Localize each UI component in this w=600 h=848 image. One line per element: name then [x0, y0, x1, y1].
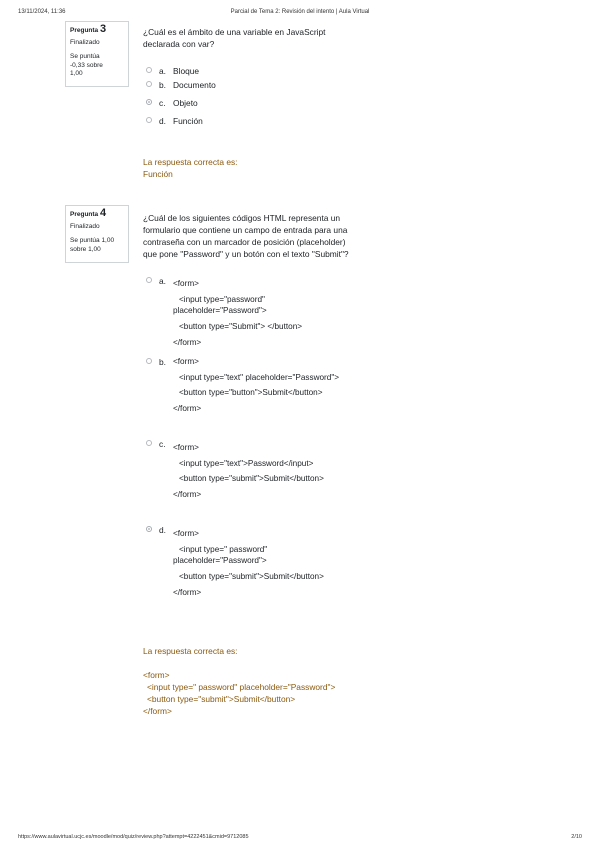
question-grade	[70, 53, 124, 79]
grade-line: -0,33 sobre	[70, 61, 103, 69]
feedback-code-line: </form>	[143, 706, 172, 716]
option-letter: b.	[159, 80, 166, 90]
option-code-line: <input type=" password"	[179, 545, 268, 554]
question-4-info	[65, 205, 129, 263]
radio-icon[interactable]	[146, 277, 152, 283]
grade-line: 1,00	[70, 70, 83, 77]
feedback-code-line: <form>	[143, 670, 170, 680]
print-page-title: Parcial de Tema 2: Revisión del intento | Aula Virtual	[230, 9, 370, 15]
option-code-line: <form>	[173, 443, 199, 452]
feedback-code-line: <button type="submit">Submit</button>	[147, 694, 296, 704]
option-code-line: <button type="submit">Submit</button>	[179, 572, 324, 581]
question-3-text	[143, 26, 358, 50]
q3-feedback-answer: Función	[143, 169, 173, 179]
question-text-line: ¿Cuál de los siguientes códigos HTML representa un	[143, 213, 341, 223]
question-text-line: ¿Cuál es el ámbito de una variable en JavaScript	[143, 27, 326, 37]
radio-icon[interactable]	[146, 440, 152, 446]
option-code-line: </form>	[173, 404, 202, 413]
question-number-value: 3	[99, 23, 107, 35]
option-code-line: placeholder="Password">	[173, 556, 267, 565]
q3-feedback-label: La respuesta correcta es:	[143, 157, 238, 167]
print-datetime: 13/11/2024, 11:36	[18, 9, 66, 15]
question-grade	[70, 237, 124, 254]
option-code-line: <button type="Submit"> </button>	[179, 322, 303, 331]
question-text-line: declarada con var?	[143, 39, 215, 49]
option-letter: d.	[159, 116, 166, 126]
question-text-line: formulario que contiene un campo de entrada para una	[143, 225, 348, 235]
question-state: Finalizado	[70, 38, 100, 46]
question-number	[70, 25, 124, 36]
option-text: Objeto	[173, 98, 198, 108]
option-code-line: <form>	[173, 357, 199, 366]
radio-selected-icon[interactable]	[146, 99, 152, 105]
radio-icon[interactable]	[146, 81, 152, 87]
option-code-line: </form>	[173, 338, 202, 347]
option-letter: a.	[159, 66, 166, 76]
option-code-line: <input type="text" placeholder="Password">	[179, 373, 340, 382]
question-3-info	[65, 21, 129, 87]
question-text-line: que pone "Password" y un botón con el texto "Submit"?	[143, 249, 349, 259]
option-code-line: <button type="submit">Submit</button>	[179, 474, 324, 483]
option-code-line: placeholder="Password">	[173, 306, 267, 315]
radio-selected-icon[interactable]	[146, 526, 152, 532]
grade-line: sobre 1,00	[70, 245, 101, 253]
q4-feedback-label: La respuesta correcta es:	[143, 646, 238, 656]
question-number-value: 4	[99, 207, 107, 219]
option-letter: c.	[159, 98, 166, 108]
option-code-line: </form>	[173, 490, 202, 499]
print-page-number: 2/10	[571, 834, 582, 840]
grade-line: Se puntúa	[70, 53, 100, 60]
option-text: Documento	[173, 80, 216, 90]
question-label: Pregunta	[70, 27, 99, 34]
radio-icon[interactable]	[146, 67, 152, 73]
option-code-line: <input type="password"	[179, 295, 265, 304]
option-text: Bloque	[173, 66, 200, 76]
option-code-line: <input type="text">Password</input>	[179, 459, 314, 468]
feedback-code-line: <input type=" password" placeholder="Password">	[147, 682, 336, 692]
radio-icon[interactable]	[146, 117, 152, 123]
option-code-line: </form>	[173, 588, 202, 597]
option-letter: c.	[159, 439, 166, 449]
radio-icon[interactable]	[146, 358, 152, 364]
question-number	[70, 209, 124, 220]
print-url: https://www.aulavirtual.ucjc.es/moodle/mod/quiz/review.php?attempt=4222451&cmid=9712085	[18, 834, 249, 840]
option-code-line: <button type="button">Submit</button>	[179, 388, 323, 397]
option-letter: b.	[159, 357, 166, 367]
question-text-line: contraseña con un marcador de posición (placeholder)	[143, 237, 346, 247]
question-4-text	[143, 212, 358, 260]
question-state: Finalizado	[70, 222, 100, 230]
option-code-line: <form>	[173, 279, 199, 288]
option-text: Función	[173, 116, 203, 126]
grade-line: Se puntúa 1,00	[70, 237, 115, 244]
option-letter: a.	[159, 276, 166, 286]
option-letter: d.	[159, 525, 166, 535]
option-code-line: <form>	[173, 529, 199, 538]
question-label: Pregunta	[70, 211, 99, 218]
